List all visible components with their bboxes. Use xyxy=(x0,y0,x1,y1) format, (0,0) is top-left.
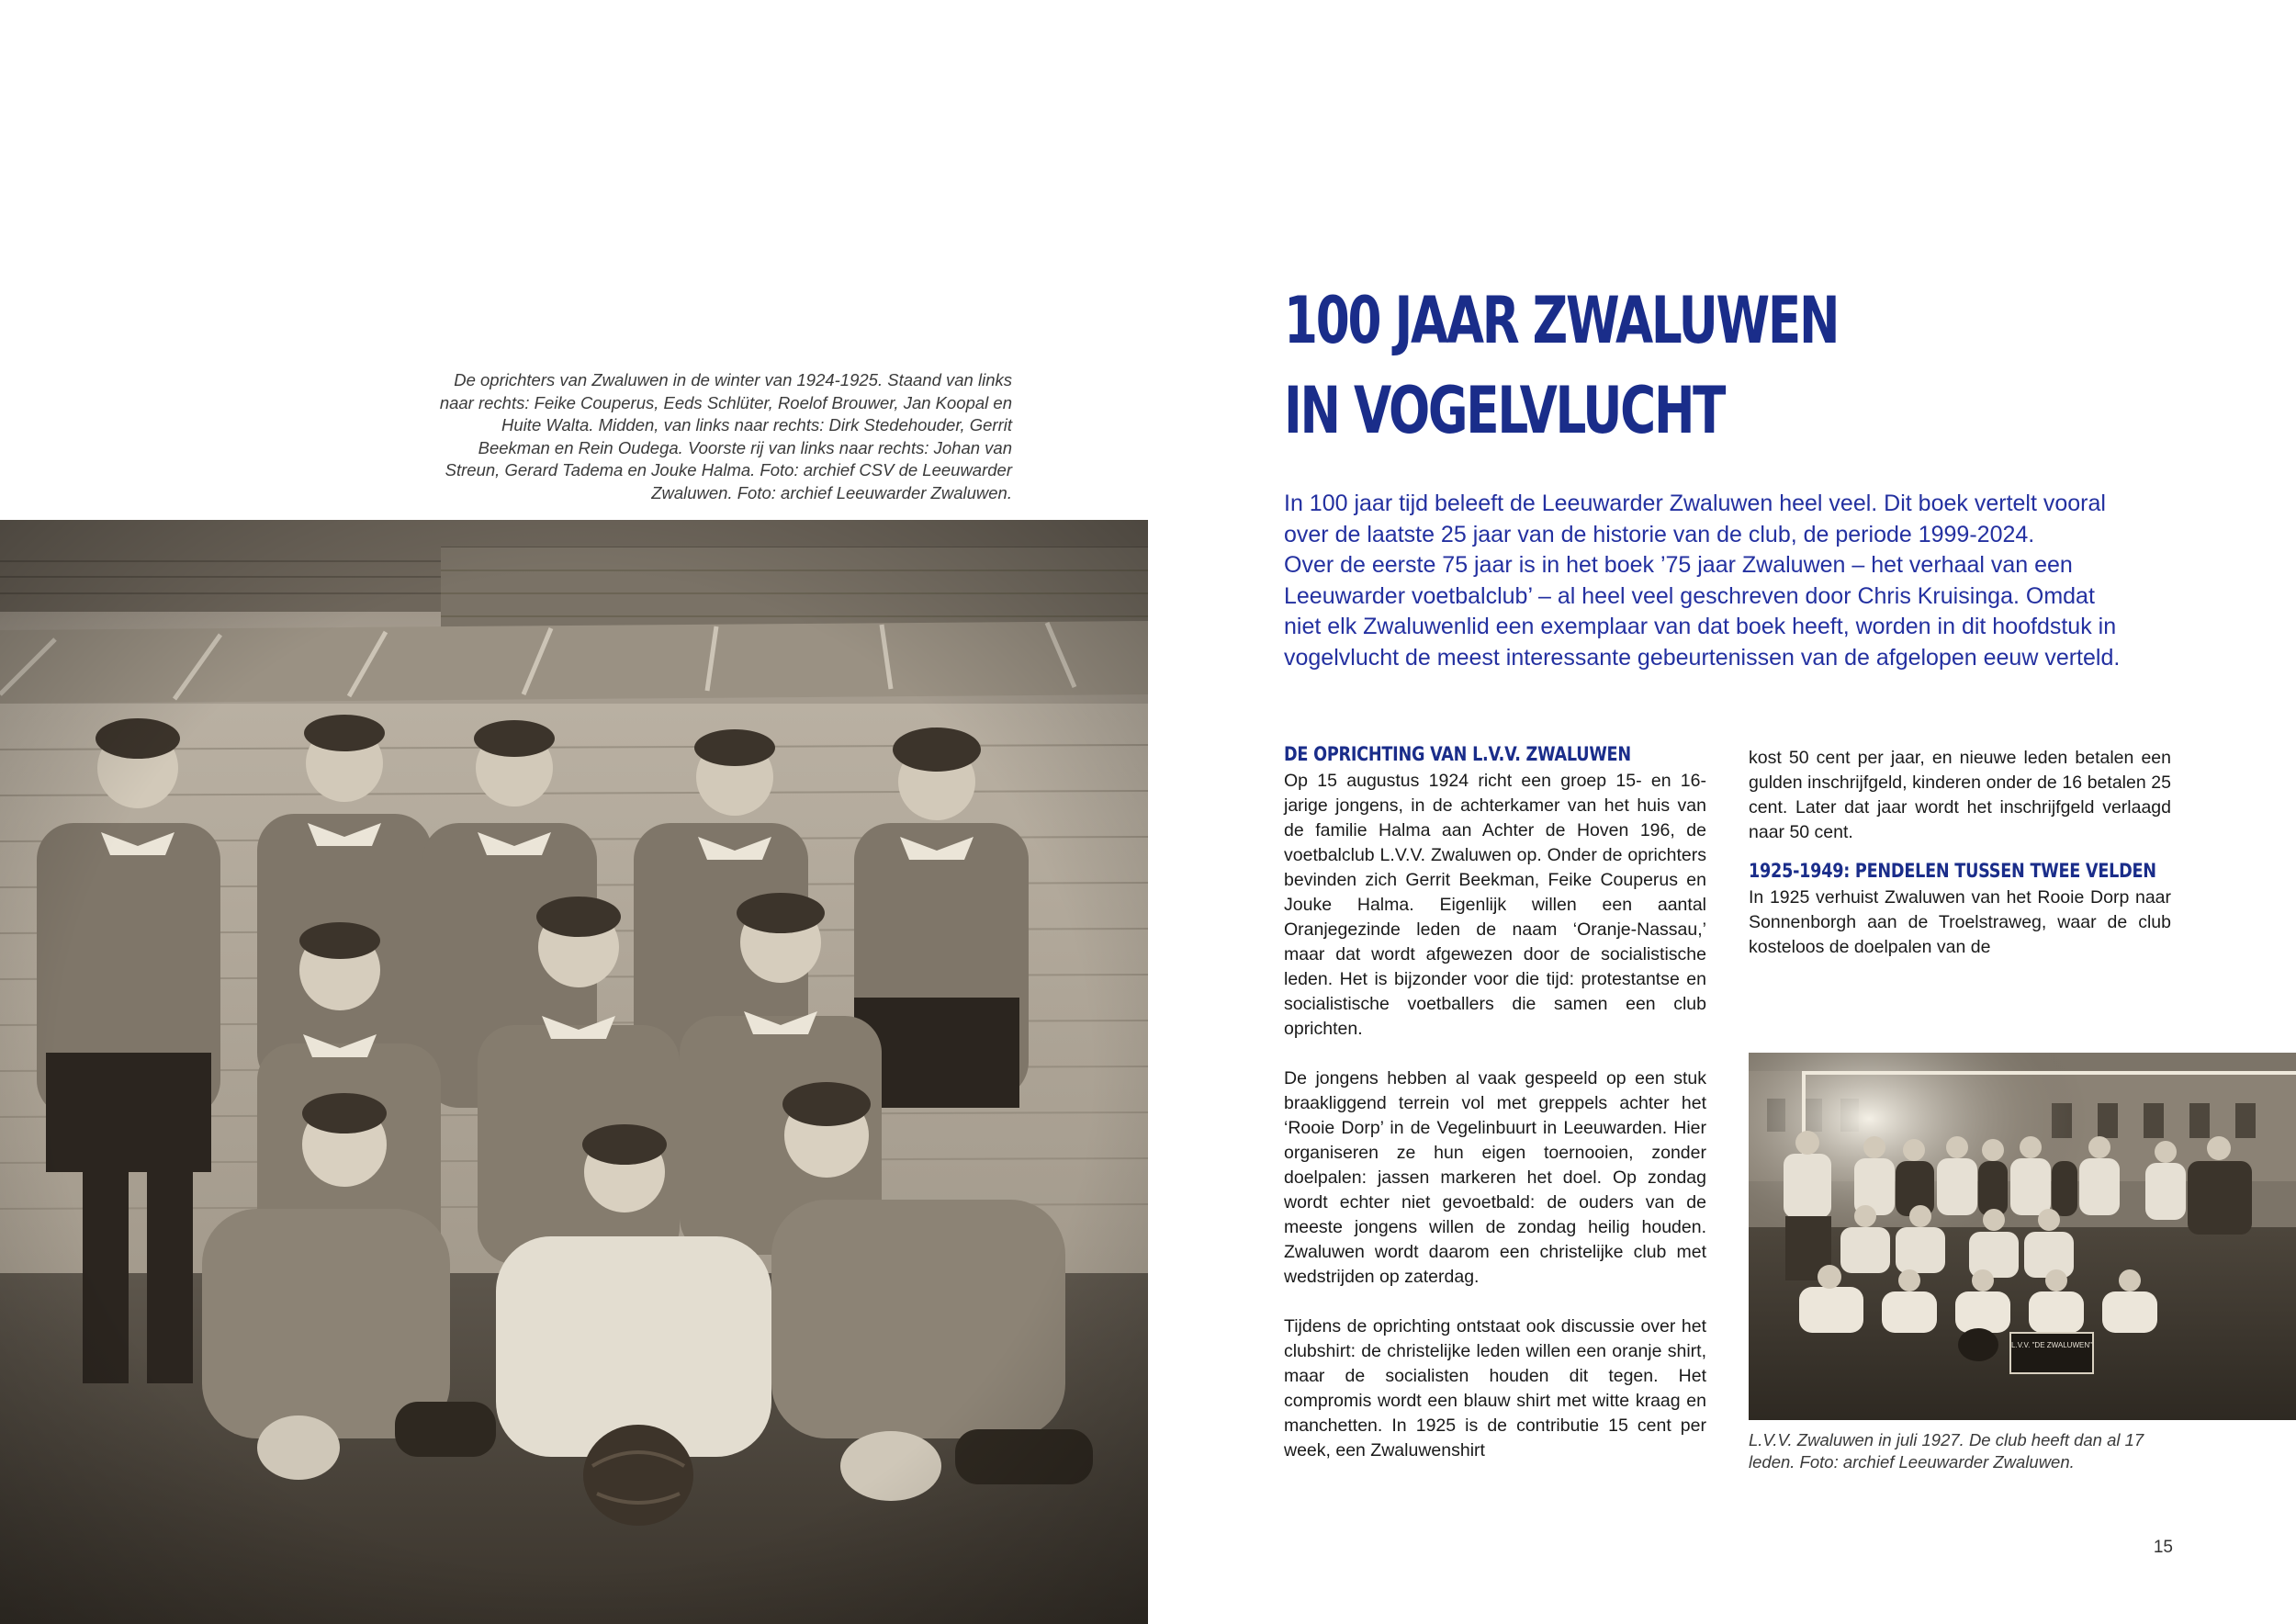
text-column-right xyxy=(1749,746,2171,960)
section-heading-oprichting: DE OPRICHTING VAN L.V.V. ZWALUWEN xyxy=(1284,743,1631,765)
intro-text-1: In 100 jaar tijd beleeft de Leeuwarder Zwaluwen heel veel. Dit boek vertelt vooral over de laatste 25 jaar van de historie van de club, de periode 1999-2024. xyxy=(1284,491,2106,547)
team-photo-1927 xyxy=(1749,1053,2296,1420)
founders-team-photo xyxy=(0,520,1148,1624)
chapter-title-line-2: IN VOGELVLUCHT xyxy=(1284,373,1725,448)
photo-sign-text: L.V.V. "DE ZWALUWEN" xyxy=(2011,1341,2092,1349)
section-heading-1925-1949: 1925-1949: PENDELEN TUSSEN TWEE VELDEN xyxy=(1749,860,2156,882)
body-paragraph: De jongens hebben al vaak gespeeld op een stuk braakliggend terrein vol met greppels achter het ‘Rooie Dorp’ in de Vegelinbuurt in Leeuwarden. Hier organiseren ze hun eigen toernooien, zonder doelpalen: jassen markeren het doel. Op zondag wordt echter niet gevoetbald: de ouders van de meeste jongens willen de zondag heilig houden. Zwaluwen wordt daarom een christelijke club met wedstrijden op zaterdag. xyxy=(1284,1068,1706,1287)
intro-text-2: Over de eerste 75 jaar is in het boek ’75 jaar Zwaluwen – het verhaal van een Leeuwarder voetbalclub’ – al heel veel geschreven door Chris Kruisinga. Omdat niet elk Zwaluwenlid een exemplaar van dat boek heeft, worden in dit hoofdstuk in vogelvlucht de meest interessante gebeurtenissen van de afgelopen eeuw verteld. xyxy=(1284,552,2121,671)
body-paragraph: kost 50 cent per jaar, en nieuwe leden betalen een gulden inschrijfgeld, kinderen onder de 16 betalen 25 cent. Later dat jaar wordt het inschrijfgeld verlaagd naar 50 cent. xyxy=(1749,748,2171,842)
chapter-title-line-1: 100 JAAR ZWALUWEN xyxy=(1284,283,1839,358)
body-paragraph: Tijdens de oprichting ontstaat ook discussie over het clubshirt: de christelijke leden willen een oranje shirt, maar de socialisten houden dit tegen. Het compromis wordt een blauw shirt met witte kraag en manchetten. In 1925 is de contributie 15 cent per week, een Zwaluwenshirt xyxy=(1284,1316,1706,1460)
body-paragraph: Op 15 augustus 1924 richt een groep 15- en 16-jarige jongens, in de achterkamer van het huis van de familie Halma aan Achter de Hoven 196, de voetbalclub L.V.V. Zwaluwen op. Onder de oprichters bevinden zich Gerrit Beekman, Feike Couperus en Jouke Halma. Eigenlijk willen een aantal Oranjegezinde leden de naam ‘Oranje-Nassau,’ maar dat wordt afgewezen door de socialistische leden. Het is bijzonder voor die tijd: protestantse en socialistische voetballers die samen een club oprichten. xyxy=(1284,771,1706,1039)
body-paragraph: In 1925 verhuist Zwaluwen van het Rooie Dorp naar Sonnenborgh aan de Troelstraweg, waar de club kosteloos de doelpalen van de xyxy=(1749,887,2171,957)
founders-photo-caption: De oprichters van Zwaluwen in de winter van 1924-1925. Staand van links naar rechts: Feike Couperus, Eeds Schlüter, Roelof Brouwer, Jan Koopal en Huite Walta. Midden, van links naar rechts: Dirk Stedehouder, Gerrit Beekman en Rein Oudega. Voorste rij van links naar rechts: Johan van Streun, Gerard Tadema en Jouke Halma. Foto: archief CSV de Leeuwarder Zwaluwen. Foto: archief Leeuwarder Zwaluwen. xyxy=(439,370,1012,502)
chapter-title xyxy=(1284,276,1912,456)
page-number: 15 xyxy=(2153,1538,2173,1557)
intro-paragraph xyxy=(1284,489,2133,673)
text-column-left xyxy=(1284,742,1706,1463)
team-photo-1927-caption: L.V.V. Zwaluwen in juli 1927. De club heeft dan al 17 leden. Foto: archief Leeuwarder Zwaluwen. xyxy=(1749,1430,2144,1472)
